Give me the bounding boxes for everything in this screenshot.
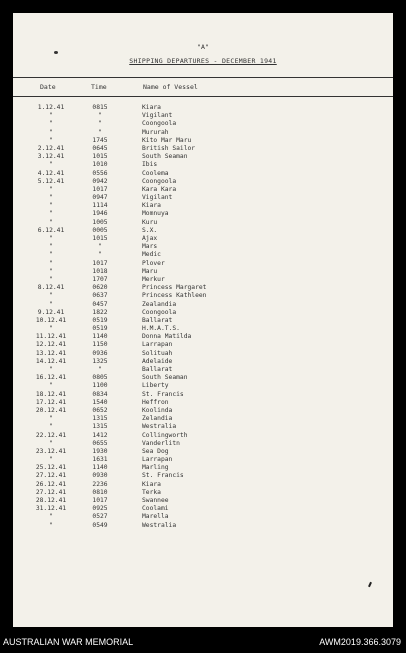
table-row (13, 301, 393, 309)
column-header-vessel: Name of Vessel (143, 83, 198, 91)
row-time: 1017 (92, 497, 108, 504)
row-time: " (98, 112, 102, 120)
row-vessel-name: Larrapan (142, 341, 173, 349)
column-header-date: Date (40, 83, 56, 91)
row-date: " (49, 112, 53, 120)
row-vessel-name: Mars (142, 243, 158, 251)
row-date: " (49, 325, 53, 333)
table-row (13, 112, 393, 120)
row-date: 27.12.41 (35, 472, 67, 480)
row-date: 13.12.41 (35, 349, 67, 357)
row-date: 6.12.41 (37, 226, 65, 234)
table-row (13, 194, 393, 202)
table-row (13, 366, 393, 374)
row-date: " (49, 300, 53, 308)
row-time: 2236 (92, 480, 108, 488)
table-row (13, 505, 393, 513)
row-date: " (49, 292, 53, 300)
table-row (13, 464, 393, 472)
row-vessel-name: Terka (142, 488, 161, 496)
row-date: " (49, 210, 53, 218)
table-row (13, 341, 393, 349)
row-date: " (49, 415, 53, 423)
table-row (13, 260, 393, 268)
row-date: 14.12.41 (35, 357, 67, 365)
row-vessel-name: Marling (142, 464, 169, 472)
row-date: 4.12.41 (37, 169, 65, 177)
row-time: 1540 (92, 398, 108, 406)
row-time: 1018 (92, 267, 108, 275)
row-date: " (49, 513, 53, 521)
table-row (13, 407, 393, 415)
table-row (13, 489, 393, 497)
row-date: 31.12.41 (35, 505, 67, 513)
table-row (13, 219, 393, 227)
table-row (13, 481, 393, 489)
table-row (13, 432, 393, 440)
row-time: " (98, 128, 102, 136)
table-row (13, 202, 393, 210)
row-date: 2.12.41 (37, 144, 65, 152)
row-date: " (49, 423, 53, 431)
row-time: 0815 (92, 104, 108, 111)
table-row (13, 456, 393, 464)
table-row (13, 235, 393, 243)
row-time: 0655 (92, 439, 108, 447)
row-vessel-name: H.M.A.T.S. (142, 325, 180, 333)
row-date: 20.12.41 (35, 406, 67, 414)
table-row (13, 325, 393, 333)
row-date: " (49, 136, 53, 144)
row-vessel-name: Sea Dog (142, 447, 169, 455)
table-row (13, 309, 393, 317)
row-vessel-name: Vanderlitn (142, 439, 180, 447)
table-row (13, 423, 393, 431)
table-row (13, 243, 393, 251)
row-time: 0005 (92, 226, 108, 234)
row-time: 1412 (92, 431, 108, 439)
table-row (13, 522, 393, 530)
table-row (13, 350, 393, 358)
row-vessel-name: Collingworth (142, 431, 188, 439)
row-vessel-name: Coolema (142, 169, 169, 177)
row-date: 12.12.41 (35, 341, 67, 349)
row-date: " (49, 120, 53, 128)
row-date: " (49, 235, 53, 242)
row-vessel-name: Plover (142, 259, 165, 267)
row-date: 17.12.41 (35, 398, 67, 406)
row-time: 1015 (92, 235, 108, 242)
row-date: 23.12.41 (35, 447, 67, 455)
row-date: 1.12.41 (37, 104, 65, 111)
row-time: " (98, 243, 102, 251)
column-header-time: Time (91, 83, 107, 91)
archive-name: AUSTRALIAN WAR MEMORIAL (3, 637, 134, 647)
row-vessel-name: Kiara (142, 202, 161, 210)
row-time: 1017 (92, 185, 108, 193)
table-row (13, 440, 393, 448)
row-time: 0556 (92, 169, 108, 177)
departures-table (13, 104, 393, 530)
row-time: 0805 (92, 374, 108, 382)
row-vessel-name: South Seaman (142, 153, 188, 161)
table-row (13, 284, 393, 292)
row-time: 1100 (92, 382, 108, 390)
table-row (13, 210, 393, 218)
table-row (13, 104, 393, 112)
row-vessel-name: Ballarat (142, 366, 173, 373)
table-row (13, 382, 393, 390)
row-date: " (49, 243, 53, 251)
row-vessel-name: Mururah (142, 128, 169, 136)
row-date: 9.12.41 (37, 308, 65, 316)
row-time: 1150 (92, 341, 108, 349)
table-row (13, 145, 393, 153)
row-vessel-name: Larrapan (142, 456, 173, 464)
row-time: 0637 (92, 292, 108, 300)
row-vessel-name: South Seaman (142, 374, 188, 382)
row-time: 1005 (92, 218, 108, 226)
row-date: " (49, 202, 53, 210)
table-row (13, 391, 393, 399)
row-vessel-name: Ibis (142, 161, 158, 169)
row-date: " (49, 521, 53, 529)
row-vessel-name: Momnuya (142, 210, 169, 218)
document-title: SHIPPING DEPARTURES - DECEMBER 1941 (129, 57, 277, 65)
row-time: 1631 (92, 456, 108, 464)
row-time: 0947 (92, 194, 108, 202)
row-date: " (49, 439, 53, 447)
table-row (13, 472, 393, 480)
row-date: " (49, 161, 53, 169)
row-time: 1010 (92, 161, 108, 169)
row-time: 1017 (92, 259, 108, 267)
row-date: " (49, 366, 53, 373)
table-row (13, 120, 393, 128)
table-row (13, 268, 393, 276)
row-date: " (49, 128, 53, 136)
row-date: " (49, 456, 53, 464)
row-date: 26.12.41 (35, 480, 67, 488)
row-vessel-name: Ajax (142, 235, 158, 242)
row-time: 0942 (92, 177, 108, 185)
table-row (13, 317, 393, 325)
row-time: 1140 (92, 464, 108, 472)
table-row (13, 137, 393, 145)
row-vessel-name: Coongoola (142, 177, 177, 185)
table-row (13, 251, 393, 259)
row-vessel-name: Solituah (142, 349, 173, 357)
row-time: 0834 (92, 390, 108, 398)
table-row (13, 333, 393, 341)
row-vessel-name: Merkur (142, 275, 165, 283)
row-vessel-name: Coongoola (142, 120, 177, 128)
row-time: 0519 (92, 325, 108, 333)
row-date: 16.12.41 (35, 374, 67, 382)
row-date: 28.12.41 (35, 497, 67, 504)
row-date: 22.12.41 (35, 431, 67, 439)
row-date: " (49, 259, 53, 267)
row-time: 0527 (92, 513, 108, 521)
row-date: 8.12.41 (37, 284, 65, 292)
header-bottom-rule (13, 96, 393, 97)
header-top-rule (13, 77, 393, 78)
row-time: 1745 (92, 136, 108, 144)
row-vessel-name: Coongoola (142, 308, 177, 316)
row-date: 27.12.41 (35, 488, 67, 496)
row-vessel-name: Princess Kathleen (142, 292, 207, 300)
table-row (13, 415, 393, 423)
row-time: 1822 (92, 308, 108, 316)
row-time: " (98, 251, 102, 259)
row-time: 1315 (92, 415, 108, 423)
row-date: " (49, 382, 53, 390)
row-vessel-name: Kuru (142, 218, 158, 226)
row-time: " (98, 366, 102, 373)
row-time: 0925 (92, 505, 108, 513)
table-row (13, 170, 393, 178)
punch-hole-mark (54, 51, 58, 54)
table-row (13, 374, 393, 382)
row-vessel-name: Kara Kara (142, 185, 177, 193)
row-vessel-name: S.X. (142, 226, 158, 234)
row-date: " (49, 185, 53, 193)
row-vessel-name: Koolinda (142, 406, 173, 414)
row-vessel-name: British Sailor (142, 144, 196, 152)
row-vessel-name: Marella (142, 513, 169, 521)
row-date: 18.12.41 (35, 390, 67, 398)
row-vessel-name: Heffron (142, 398, 169, 406)
row-vessel-name: St. Francis (142, 472, 184, 480)
row-date: " (49, 194, 53, 202)
table-row (13, 448, 393, 456)
table-row (13, 227, 393, 235)
row-vessel-name: St. Francis (142, 390, 184, 398)
row-time: 1114 (92, 202, 108, 210)
row-date: " (49, 275, 53, 283)
row-vessel-name: Vigilant (142, 194, 173, 202)
row-vessel-name: Zelandia (142, 415, 173, 423)
row-time: 1930 (92, 447, 108, 455)
row-time: 0810 (92, 488, 108, 496)
row-time: 0936 (92, 349, 108, 357)
row-time: 0457 (92, 300, 108, 308)
row-time: 0620 (92, 284, 108, 292)
row-vessel-name: Kiara (142, 104, 161, 111)
row-time: 0549 (92, 521, 108, 529)
appendix-letter: "A" (197, 43, 209, 51)
table-row (13, 161, 393, 169)
table-row (13, 276, 393, 284)
table-row (13, 497, 393, 505)
row-vessel-name: Swannee (142, 497, 169, 504)
row-time: 0652 (92, 406, 108, 414)
row-time: 1140 (92, 333, 108, 341)
row-vessel-name: Kito Mar Maru (142, 136, 192, 144)
row-date: 3.12.41 (37, 153, 65, 161)
row-time: 0645 (92, 144, 108, 152)
row-vessel-name: Maru (142, 267, 158, 275)
document-page (13, 13, 393, 627)
row-date: " (49, 218, 53, 226)
row-time: 1946 (92, 210, 108, 218)
table-row (13, 178, 393, 186)
archive-reference: AWM2019.366.3079 (319, 637, 401, 647)
table-row (13, 186, 393, 194)
row-time: " (98, 120, 102, 128)
archive-footer (0, 631, 406, 653)
table-row (13, 513, 393, 521)
row-date: 25.12.41 (35, 464, 67, 472)
row-vessel-name: Princess Margaret (142, 284, 207, 292)
row-vessel-name: Zealandia (142, 300, 177, 308)
row-time: 1707 (92, 275, 108, 283)
row-time: 1015 (92, 153, 108, 161)
row-vessel-name: Westralia (142, 521, 177, 529)
row-vessel-name: Donna Matilda (142, 333, 192, 341)
row-date: 10.12.41 (35, 316, 67, 324)
row-date: " (49, 267, 53, 275)
table-row (13, 153, 393, 161)
row-time: 1325 (92, 357, 108, 365)
row-vessel-name: Medic (142, 251, 161, 259)
row-vessel-name: Adelaide (142, 357, 173, 365)
row-time: 0519 (92, 316, 108, 324)
row-vessel-name: Ballarat (142, 316, 173, 324)
row-vessel-name: Liberty (142, 382, 169, 390)
table-row (13, 292, 393, 300)
row-vessel-name: Kiara (142, 480, 161, 488)
table-row (13, 399, 393, 407)
table-row (13, 358, 393, 366)
row-vessel-name: Coolami (142, 505, 169, 513)
table-row (13, 129, 393, 137)
row-date: 11.12.41 (35, 333, 67, 341)
row-date: " (49, 251, 53, 259)
row-vessel-name: Westralia (142, 423, 177, 431)
row-vessel-name: Vigilant (142, 112, 173, 120)
row-date: 5.12.41 (37, 177, 65, 185)
row-time: 1315 (92, 423, 108, 431)
row-time: 0930 (92, 472, 108, 480)
pen-mark (368, 582, 372, 587)
